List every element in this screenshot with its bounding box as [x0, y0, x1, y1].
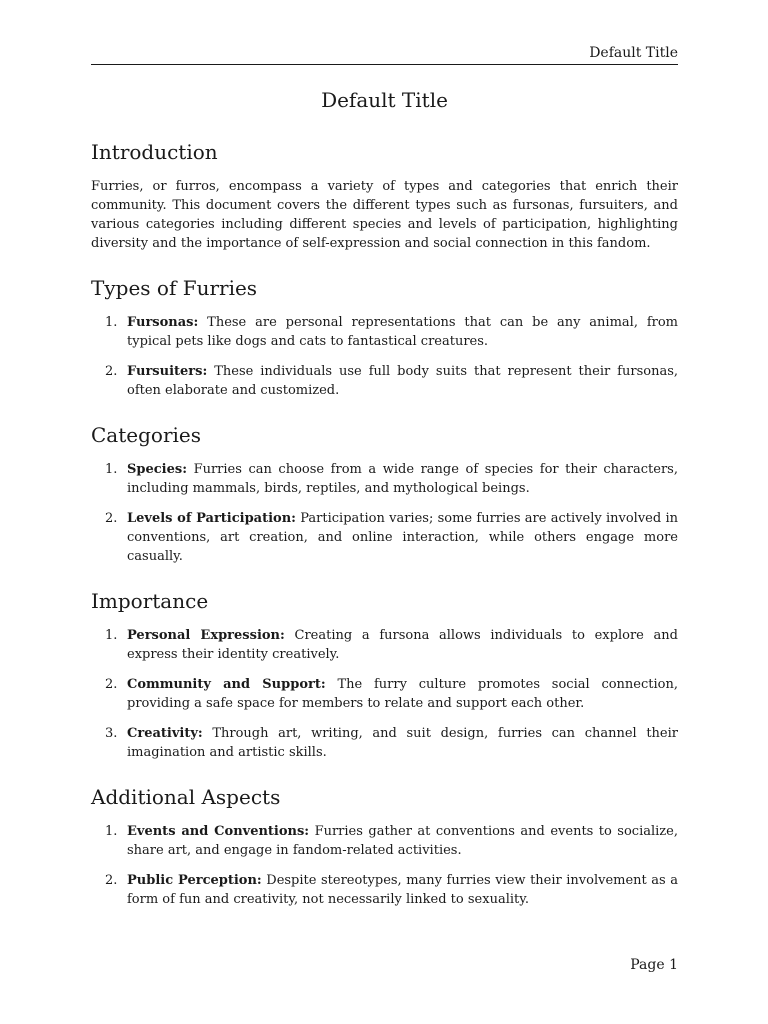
- numbered-list: [91, 822, 678, 909]
- intro-paragraph: Furries, or furros, encompass a variety of types and categories that enrich their community. This document covers the different types such as fursonas, fursuiters, and various categories including different species and levels of participation, highlighting diversity and the importance of self-expression and social connection in this fandom.: [91, 179, 678, 251]
- list-text: Through art, writing, and suit design, furries can channel their imagination and artistic skills.: [127, 726, 678, 760]
- list-term: Levels of Participation:: [127, 511, 296, 526]
- numbered-list: [91, 460, 678, 566]
- list-item: [91, 362, 678, 400]
- list-item: [91, 509, 678, 566]
- list-item: [91, 460, 678, 498]
- list-term: Events and Conventions:: [127, 824, 310, 839]
- list-text: Creating a fursona allows individuals to explore and express their identity creatively.: [127, 628, 678, 662]
- document-page: [91, 0, 678, 1024]
- list-number: 2.: [105, 677, 118, 692]
- list-number: 1.: [105, 315, 118, 330]
- section-heading: Types of Furries: [91, 276, 258, 300]
- list-term: Fursonas:: [127, 315, 199, 330]
- list-term: Species:: [127, 462, 187, 477]
- document-title: Default Title: [321, 88, 448, 112]
- list-item: [91, 626, 678, 664]
- list-item: [91, 871, 678, 909]
- list-item: [91, 724, 678, 762]
- section-types-of-furries: [91, 275, 678, 400]
- header-rule: [91, 64, 678, 65]
- document-body: [91, 139, 678, 931]
- list-number: 2.: [105, 364, 118, 379]
- section-introduction: [91, 139, 678, 253]
- list-number: 1.: [105, 628, 118, 643]
- list-text: These are personal representations that can be any animal, from typical pets like dogs and cats to fantastical creatures.: [127, 315, 678, 349]
- section-heading: Additional Aspects: [91, 785, 281, 809]
- list-number: 3.: [105, 726, 118, 741]
- list-term: Fursuiters:: [127, 364, 208, 379]
- section-heading: Categories: [91, 423, 201, 447]
- list-number: 1.: [105, 824, 118, 839]
- list-term: Personal Expression:: [127, 628, 285, 643]
- list-text: Participation varies; some furries are actively involved in conventions, art creation, and online interaction, while others engage more casually.: [127, 511, 678, 564]
- list-text: Despite stereotypes, many furries view their involvement as a form of fun and creativity, not necessarily linked to sexuality.: [127, 873, 679, 907]
- section-importance: [91, 588, 678, 762]
- list-text: The furry culture promotes social connection, providing a safe space for members to relate and support each other.: [127, 677, 678, 711]
- section-heading: Introduction: [91, 140, 218, 164]
- list-term: Community and Support:: [127, 677, 326, 692]
- list-item: [91, 822, 678, 860]
- list-number: 2.: [105, 511, 118, 526]
- list-number: 2.: [105, 873, 118, 888]
- list-text: These individuals use full body suits that represent their fursonas, often elaborate and customized.: [127, 364, 678, 398]
- list-term: Public Perception:: [127, 873, 262, 888]
- list-item: [91, 313, 678, 351]
- numbered-list: [91, 626, 678, 762]
- list-text: Furries gather at conventions and events to socialize, share art, and engage in fandom-related activities.: [127, 824, 678, 858]
- running-header: Default Title: [589, 45, 678, 61]
- list-term: Creativity:: [127, 726, 203, 741]
- list-number: 1.: [105, 462, 118, 477]
- section-heading: Importance: [91, 589, 209, 613]
- list-item: [91, 675, 678, 713]
- section-additional-aspects: [91, 784, 678, 909]
- page-number: Page 1: [630, 957, 678, 973]
- list-text: Furries can choose from a wide range of species for their characters, including mammals, birds, reptiles, and mythological beings.: [127, 462, 678, 496]
- section-categories: [91, 422, 678, 566]
- numbered-list: [91, 313, 678, 400]
